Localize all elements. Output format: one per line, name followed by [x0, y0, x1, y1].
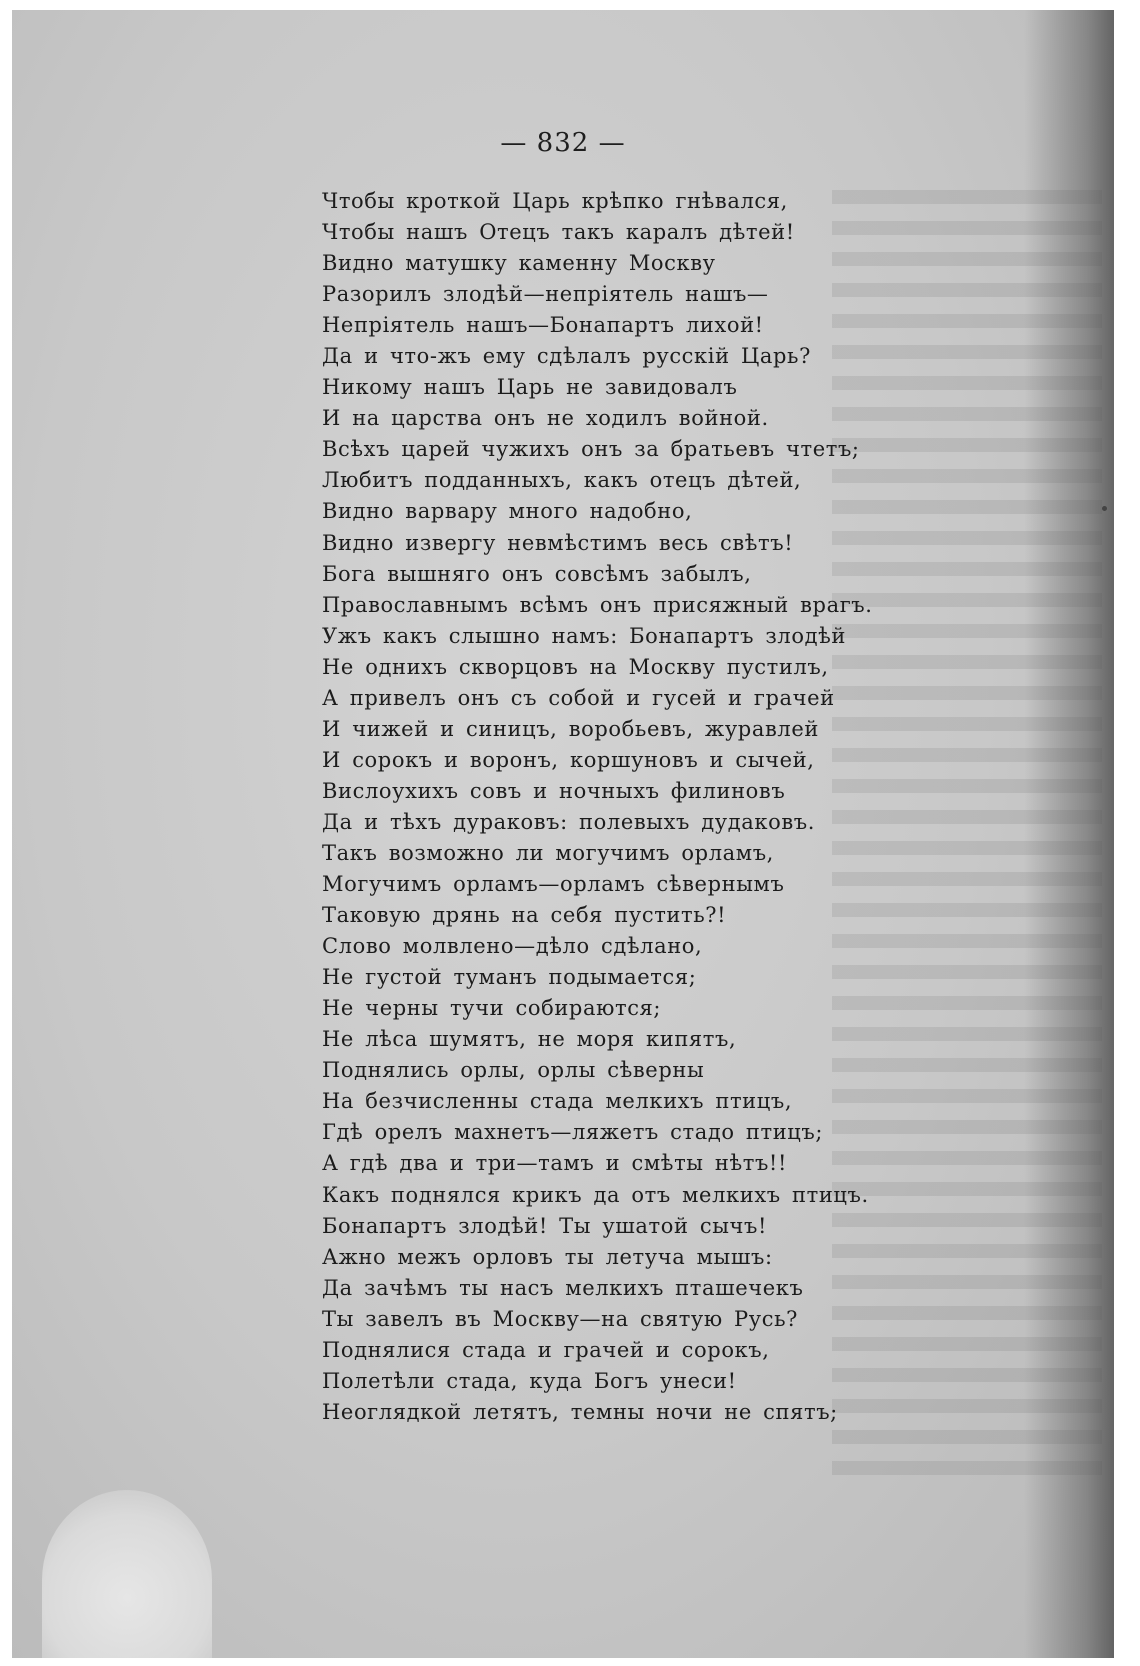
poem-line: Видно извергу невмѣстимъ весь свѣтъ! [322, 530, 794, 555]
poem-line: Ты завелъ въ Москву—на святую Русь? [322, 1306, 798, 1331]
poem-line: Такъ возможно ли могучимъ орламъ, [322, 840, 774, 865]
poem-line: Всѣхъ царей чужихъ онъ за братьевъ чтетъ; [322, 437, 860, 462]
poem-line: Непріятель нашъ—Бонапартъ лихой! [322, 313, 764, 338]
poem-line: Бога вышняго онъ совсѣмъ забылъ, [322, 561, 752, 586]
poem-line: Разорилъ злодѣй—непріятель нашъ— [322, 282, 769, 307]
ink-spot [1102, 506, 1107, 511]
poem-line: И на царства онъ не ходилъ войной. [322, 406, 769, 431]
poem-line: И сорокъ и воронъ, коршуновъ и сычей, [322, 747, 815, 772]
poem-line: А гдѣ два и три—тамъ и смѣты нѣтъ!! [322, 1151, 787, 1176]
poem-line: Да и тѣхъ дураковъ: полевыхъ дудаковъ. [322, 809, 816, 834]
poem-line: Полетѣли стада, куда Богъ унеси! [322, 1368, 737, 1393]
poem-line: Да зачѣмъ ты насъ мелкихъ пташечекъ [322, 1275, 804, 1300]
poem-line: Могучимъ орламъ—орламъ сѣвернымъ [322, 872, 785, 897]
poem-line: Гдѣ орелъ махнетъ—ляжетъ стадо птицъ; [322, 1120, 824, 1145]
poem-line: Таковую дрянь на себя пустить?! [322, 903, 727, 928]
poem-text [322, 186, 873, 1428]
poem-line: Никому нашъ Царь не завидовалъ [322, 375, 738, 400]
poem-line: Поднялися стада и грачей и сорокъ, [322, 1337, 770, 1362]
poem-line: Чтобы кроткой Царь крѣпко гнѣвался, [322, 189, 788, 213]
poem-line: На безчисленны стада мелкихъ птицъ, [322, 1089, 793, 1114]
poem-line: Бонапартъ злодѣй! Ты ушатой сычъ! [322, 1213, 768, 1238]
poem-line: Видно матушку каменну Москву [322, 251, 716, 276]
poem-line: Не однихъ скворцовъ на Москву пустилъ, [322, 654, 829, 679]
poem-line: Какъ поднялся крикъ да отъ мелкихъ птицъ. [322, 1182, 869, 1207]
page-number: — 832 — [500, 128, 626, 158]
poem-line: Да и что-жъ ему сдѣлалъ русскій Царь? [322, 344, 811, 369]
scanned-page [12, 10, 1114, 1658]
poem-line: Любитъ подданныхъ, какъ отецъ дѣтей, [322, 468, 802, 493]
poem-line: Видно варвару много надобно, [322, 499, 693, 524]
poem-line: Поднялись орлы, орлы сѣверны [322, 1058, 705, 1083]
paper-stain [42, 1490, 212, 1658]
poem-line: Не густой туманъ подымается; [322, 965, 697, 990]
poem-line: Ажно межъ орловъ ты летуча мышъ: [322, 1244, 773, 1269]
poem-line: Ужъ какъ слышно намъ: Бонапартъ злодѣй [322, 623, 846, 648]
poem-line: А привелъ онъ съ собой и гусей и грачей [322, 685, 835, 710]
poem-line: Неоглядкой летятъ, темны ночи не спятъ; [322, 1399, 838, 1424]
poem-line: Не лѣса шумятъ, не моря кипятъ, [322, 1027, 737, 1052]
poem-line: Вислоухихъ совъ и ночныхъ филиновъ [322, 778, 786, 803]
poem-line: Не черны тучи собираются; [322, 996, 662, 1021]
poem-line: Слово молвлено—дѣло сдѣлано, [322, 934, 703, 959]
poem-line: Чтобы нашъ Отецъ такъ каралъ дѣтей! [322, 220, 795, 245]
poem-line: Православнымъ всѣмъ онъ присяжный врагъ. [322, 592, 873, 617]
poem-line: И чижей и синицъ, воробьевъ, журавлей [322, 716, 819, 741]
